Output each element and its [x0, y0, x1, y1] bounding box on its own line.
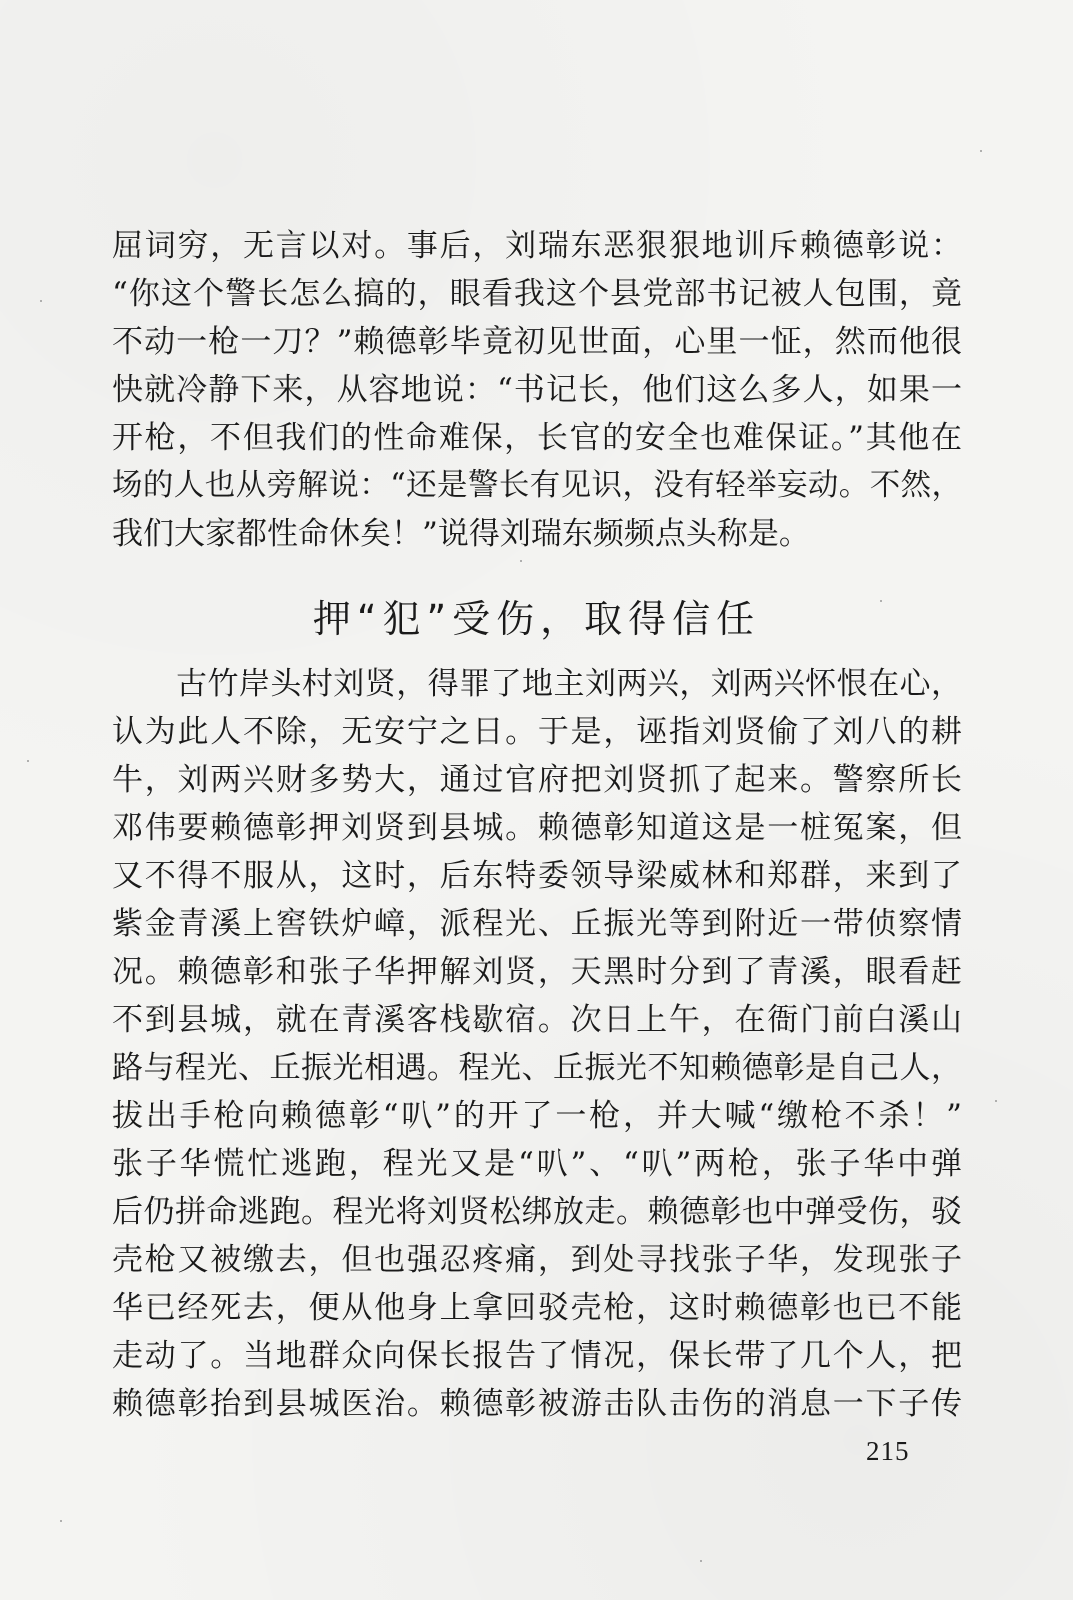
text-line: 况。赖德彰和张子华押解刘贤，天黑时分到了青溪，眼看赶	[112, 954, 962, 990]
text-line: 不动一枪一刀？”赖德彰毕竟初见世面，心里一怔，然而他很	[112, 324, 962, 360]
scan-speck	[60, 1520, 62, 1522]
text-line: 张子华慌忙逃跑，程光又是“叭”、“叭”两枪，张子华中弹	[112, 1146, 962, 1182]
section-heading: 押“犯”受伤，取得信任	[312, 597, 761, 641]
text-line: 开枪，不但我们的性命难保，长官的安全也难保证。”其他在	[112, 420, 962, 456]
text-line: 不到县城，就在青溪客栈歇宿。次日上午，在衙门前白溪山	[112, 1002, 962, 1038]
scan-speck	[520, 560, 522, 562]
text-line: 快就冷静下来，从容地说：“书记长，他们这么多人，如果一	[112, 372, 962, 408]
text-line: 认为此人不除，无安宁之日。于是，诬指刘贤偷了刘八的耕	[112, 714, 962, 750]
scan-speck	[980, 150, 982, 152]
text-line: 紫金青溪上窖铁炉嶂，派程光、丘振光等到附近一带侦察情	[112, 906, 962, 942]
text-line: 我们大家都性命休矣！”说得刘瑞东频频点头称是。	[112, 516, 810, 552]
page-number: 215	[866, 1436, 910, 1466]
text-line: 牛，刘两兴财多势大，通过官府把刘贤抓了起来。警察所长	[112, 762, 962, 798]
text-line: 走动了。当地群众向保长报告了情况，保长带了几个人，把	[112, 1338, 962, 1374]
paragraph-2	[112, 660, 962, 1428]
scan-speck	[27, 760, 29, 762]
text-line: 赖德彰抬到县城医治。赖德彰被游击队击伤的消息一下子传	[112, 1386, 962, 1422]
text-line: 邓伟要赖德彰押刘贤到县城。赖德彰知道这是一桩冤案，但	[112, 810, 962, 846]
text-line: 屈词穷，无言以对。事后，刘瑞东恶狠狠地训斥赖德彰说：	[112, 228, 962, 264]
scan-speck	[40, 300, 42, 302]
text-line: “你这个警长怎么搞的，眼看我这个县党部书记被人包围，竟	[112, 276, 962, 312]
text-line: 又不得不服从，这时，后东特委领导梁威林和郑群，来到了	[112, 858, 962, 894]
scan-speck	[995, 1100, 997, 1102]
paragraph-1	[112, 222, 962, 558]
text-line: 后仍拼命逃跑。程光将刘贤松绑放走。赖德彰也中弹受伤，驳	[112, 1194, 962, 1230]
text-line: 壳枪又被缴去，但也强忍疼痛，到处寻找张子华，发现张子	[112, 1242, 962, 1278]
text-line: 华已经死去，便从他身上拿回驳壳枪，这时赖德彰也已不能	[112, 1290, 962, 1326]
text-line: 拔出手枪向赖德彰“叭”的开了一枪，并大喊“缴枪不杀！”	[112, 1098, 962, 1134]
text-line: 场的人也从旁解说：“还是警长有见识，没有轻举妄动。不然，	[112, 468, 962, 503]
text-line: 古竹岸头村刘贤，得罪了地主刘两兴，刘两兴怀恨在心，	[176, 666, 962, 702]
scan-speck	[700, 1560, 702, 1562]
text-line: 路与程光、丘振光相遇。程光、丘振光不知赖德彰是自己人，	[112, 1050, 962, 1086]
